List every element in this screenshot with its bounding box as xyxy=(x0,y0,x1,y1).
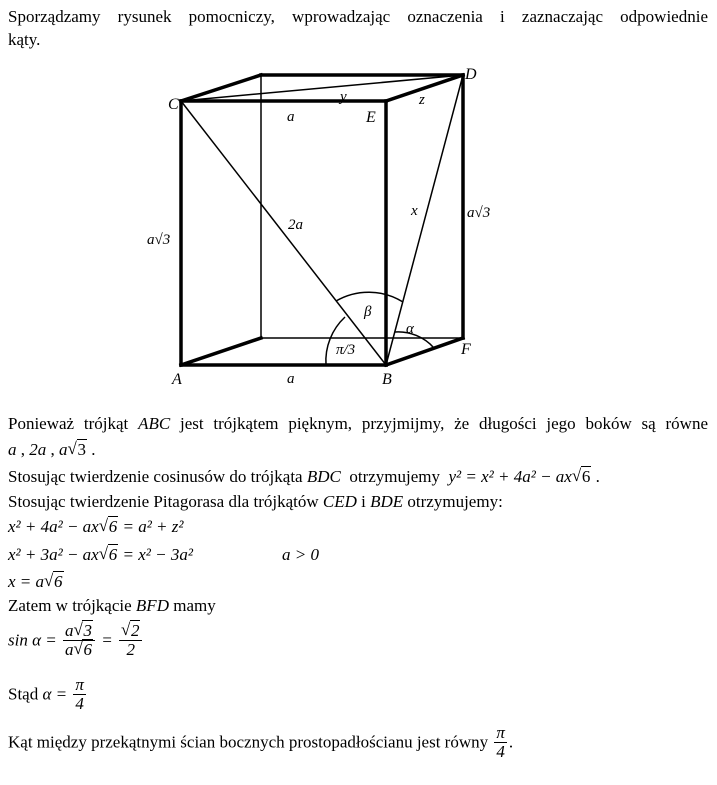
angle-beta: β xyxy=(364,304,372,320)
intro-line-2: kąty. xyxy=(8,30,41,49)
equation-x: x = a√ 6 xyxy=(8,572,64,592)
para-abc: Ponieważ trójkąt ABC jest trójkątem pięknym, przyjmijmy, że długości jego boków są równe xyxy=(8,414,708,433)
angle-pi3: π/3 xyxy=(336,342,356,358)
label-a-bottom: a xyxy=(287,371,295,387)
condition-a-positive: a > 0 xyxy=(282,545,319,564)
angle-alpha: α xyxy=(406,321,414,337)
diagonal-CB xyxy=(181,101,386,365)
sin-alpha-equation: sin α = $\frac{a√ 3}{a√ 6}$ = √ $\frac{2}{2}$ xyxy=(8,622,144,659)
equation-1: x² + 4a² − ax√ 6 = a² + z² xyxy=(8,517,184,537)
para-pythagoras: Stosując twierdzenie Pitagorasa dla trójkątów CED i BDE otrzymujemy: xyxy=(8,492,503,511)
para-cosines: Stosując twierdzenie cosinusów do trójkąta BDC otrzymujemy y² = x² + 4a² − ax√ 6 . xyxy=(8,467,600,487)
label-right-height: a√3 xyxy=(467,205,491,221)
arc-beta xyxy=(336,292,403,302)
label-left-height: a√3 xyxy=(147,232,171,248)
equation-2: x² + 3a² − ax√ 6 = x² − 3a² xyxy=(8,545,193,565)
edge-A-back xyxy=(181,338,261,365)
label-x: x xyxy=(411,203,418,219)
final-answer: Kąt między przekątnymi ścian bocznych prostopadłościanu jest równy $\frac{\pi}{4}$ . xyxy=(8,723,514,761)
vertex-B: B xyxy=(382,371,392,388)
vertex-C: C xyxy=(168,96,179,113)
edge-B-F xyxy=(386,338,463,365)
vertex-E: E xyxy=(366,109,376,126)
stad-alpha: Stąd α = $\frac{\pi}{4}$ xyxy=(8,675,84,713)
label-a-top: a xyxy=(287,109,295,125)
label-y: y xyxy=(340,89,347,105)
intro-line-1: Sporządzamy rysunek pomocniczy, wprowadzając oznaczenia i zaznaczając odpowiednie xyxy=(8,7,708,26)
vertex-D: D xyxy=(465,66,477,83)
vertex-F: F xyxy=(461,341,471,358)
para-zatem: Zatem w trójkącie BFD mamy xyxy=(8,596,216,615)
diagonal-BD xyxy=(386,75,463,365)
label-2a: 2a xyxy=(288,217,303,233)
label-z: z xyxy=(419,92,425,108)
arc-alpha xyxy=(395,332,434,348)
para-sides: a , 2a , a√ 3 . xyxy=(8,440,96,460)
vertex-A: A xyxy=(172,371,182,388)
